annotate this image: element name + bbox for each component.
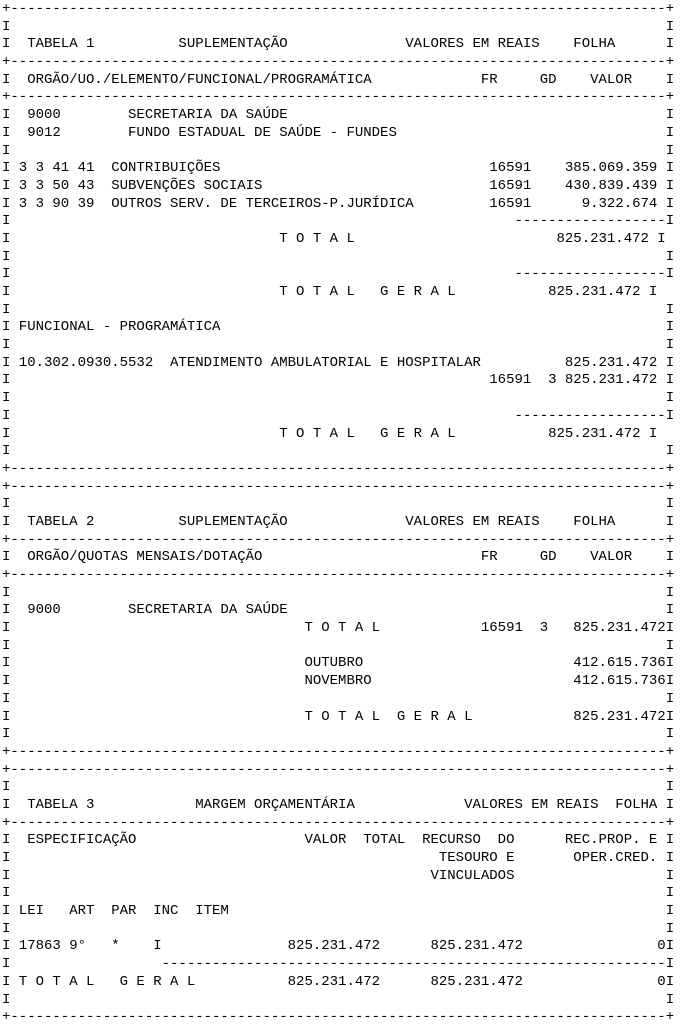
report-line: I I [2,301,675,318]
report-line: I TABELA 3 MARGEM ORÇAMENTÁRIA VALORES EM REAIS FOLHA I [2,796,675,813]
report-line: +------------------------------------------------------------------------------+ [2,54,675,71]
report-line: +------------------------------------------------------------------------------+ [2,478,675,495]
report-line: I I [2,496,675,513]
report-line: I T O T A L G E R A L 825.231.472 I [2,425,658,442]
report-line: +------------------------------------------------------------------------------+ [2,814,675,831]
report-line: +------------------------------------------------------------------------------+ [2,89,675,106]
report-line: +------------------------------------------------------------------------------+ [2,1009,675,1026]
report-line: I NOVEMBRO 412.615.736I [2,673,675,690]
report-line: I VINCULADOS I [2,867,675,884]
report-line: +------------------------------------------------------------------------------+ [2,531,675,548]
report-line: I OUTUBRO 412.615.736I [2,655,675,672]
report-line: I T O T A L G E R A L 825.231.472 825.231.472 0I [2,973,675,990]
report-line: I I [2,18,675,35]
report-line: I I [2,142,675,159]
report-line: I 3 3 41 41 CONTRIBUIÇÕES 16591 385.069.359 I [2,160,675,177]
report-line: I T O T A L 16591 3 825.231.472I [2,620,675,637]
report-line: +------------------------------------------------------------------------------+ [2,743,675,760]
report-line: I ------------------I [2,266,675,283]
report-line: I ------------------I [2,407,675,424]
report-line: I I [2,726,675,743]
report-line: I TABELA 1 SUPLEMENTAÇÃO VALORES EM REAIS FOLHA I [2,36,675,53]
report-line: I TABELA 2 SUPLEMENTAÇÃO VALORES EM REAIS FOLHA I [2,513,675,530]
report-line: I ORGÃO/UO./ELEMENTO/FUNCIONAL/PROGRAMÁTICA FR GD VALOR I [2,71,675,88]
report-line: I ------------------I [2,213,675,230]
report-line: I I [2,885,675,902]
report-line: I I [2,991,675,1008]
report-line: I I [2,637,675,654]
report-line: I 10.302.0930.5532 ATENDIMENTO AMBULATORIAL E HOSPITALAR 825.231.472 I [2,354,675,371]
report-line: +------------------------------------------------------------------------------+ [2,761,675,778]
report-line: I 3 3 50 43 SUBVENÇÕES SOCIAIS 16591 430.839.439 I [2,177,675,194]
report-line: I 9012 FUNDO ESTADUAL DE SAÚDE - FUNDES I [2,124,675,141]
report-line: I I [2,337,675,354]
report-line: I 16591 3 825.231.472 I [2,372,675,389]
report-line: I I [2,779,675,796]
report-line: I ------------------------------------------------------------I [2,956,675,973]
report-line: +------------------------------------------------------------------------------+ [2,567,675,583]
report-line: I T O T A L 825.231.472 I [2,230,666,247]
report-line: I ORGÃO/QUOTAS MENSAIS/DOTAÇÃO FR GD VALOR I [2,549,675,566]
report-line: +------------------------------------------------------------------------------+ [2,460,675,477]
report-line: I 9000 SECRETARIA DA SAÚDE I [2,602,675,619]
report-line: I ESPECIFICAÇÃO VALOR TOTAL RECURSO DO REC.PROP. E I [2,832,675,849]
report-line: I TESOURO E OPER.CRED. I [2,850,675,866]
report-line: I I [2,248,675,265]
report-line: I I [2,584,675,601]
report-line: I 9000 SECRETARIA DA SAÚDE I [2,107,675,124]
report-line: I FUNCIONAL - PROGRAMÁTICA I [2,319,675,336]
report-line: I I [2,390,675,407]
report-line: +------------------------------------------------------------------------------+ [2,1,675,17]
report-line: I I [2,920,675,937]
report-line: I T O T A L G E R A L 825.231.472I [2,708,675,725]
report-line: I T O T A L G E R A L 825.231.472 I [2,284,658,300]
report-line: I 17863 9° * I 825.231.472 825.231.472 0I [2,938,675,955]
report-line: I I [2,690,675,707]
report-line: I LEI ART PAR INC ITEM I [2,903,675,920]
report-line: I I [2,443,675,460]
report-line: I 3 3 90 39 OUTROS SERV. DE TERCEIROS-P.JURÍDICA 16591 9.322.674 I [2,195,675,212]
